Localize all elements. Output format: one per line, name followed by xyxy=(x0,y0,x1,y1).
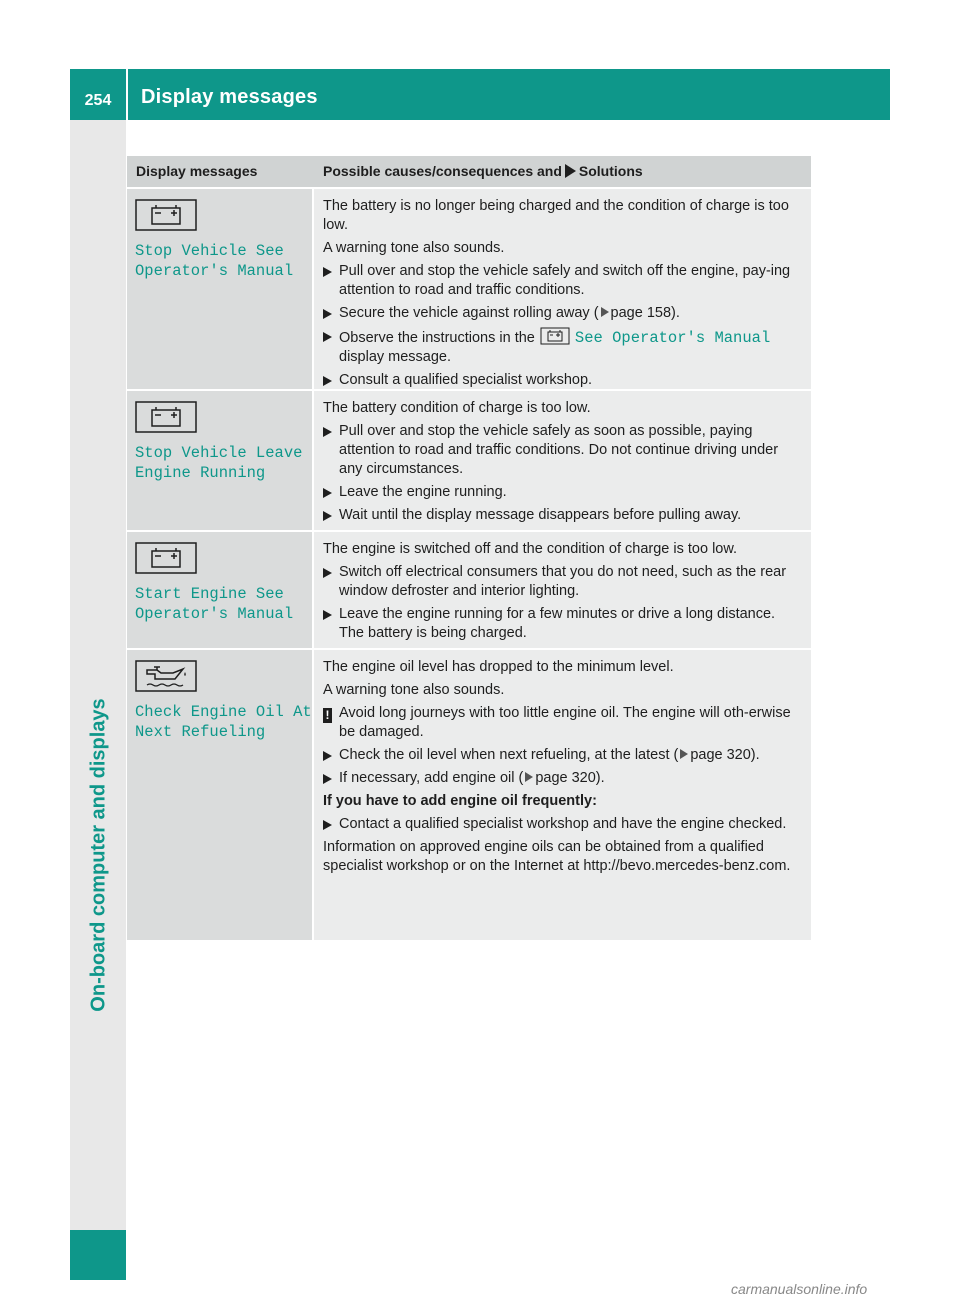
solution-cell xyxy=(314,650,811,940)
page-title: Display messages xyxy=(141,86,318,108)
arrow-bullet-icon xyxy=(323,746,339,765)
arrow-bullet-icon xyxy=(323,605,339,643)
arrow-bullet-icon xyxy=(323,769,339,788)
item-text-part: Observe the instructions in the xyxy=(339,330,535,346)
item-text: Pull over and stop the vehicle safely as soon as possible, paying attention to road and traffic conditions. Do not continue driving under any circumstances. xyxy=(339,423,779,477)
solution-cell xyxy=(314,189,811,389)
list-item xyxy=(323,746,803,765)
text: The battery is no longer being charged and the condition of charge is too low. xyxy=(323,198,789,233)
item-text-part: If necessary, add engine oil ( xyxy=(339,770,524,786)
text: Information on approved engine oils can be obtained from a qualified specialist workshop or on the Internet at http://bevo.mercedes-benz.com. xyxy=(323,839,791,874)
text: The engine is switched off and the condition of charge is too low. xyxy=(323,541,738,557)
list-item xyxy=(323,262,803,300)
arrow-bullet-icon xyxy=(323,262,339,300)
arrow-bullet-icon xyxy=(323,483,339,502)
item-text: Avoid long journeys with too little engine oil. The engine will oth-erwise be damaged. xyxy=(339,705,791,740)
table-row xyxy=(127,648,811,940)
list-item xyxy=(323,422,803,479)
display-cell xyxy=(127,189,314,389)
solution-cell xyxy=(314,532,811,648)
item-text: Switch off electrical consumers that you do not need, such as the rear window defroster and interior lighting. xyxy=(339,564,787,599)
page-ref-icon xyxy=(601,307,609,317)
battery-icon xyxy=(135,401,197,433)
table-row xyxy=(127,187,811,389)
subheading: If you have to add engine oil frequently: xyxy=(323,793,597,809)
arrow-bullet-icon xyxy=(323,815,339,834)
item-text: Leave the engine running. xyxy=(339,484,507,500)
arrow-bullet-icon xyxy=(323,327,339,367)
list-item xyxy=(323,815,803,834)
arrow-bullet-icon xyxy=(323,371,339,390)
arrow-icon xyxy=(565,164,576,178)
display-message-ref: See Operator's Manual xyxy=(574,329,771,347)
display-cell xyxy=(127,391,314,530)
display-message: Check Engine Oil At Next Refueling xyxy=(135,703,312,741)
list-item xyxy=(323,304,803,323)
text: The battery condition of charge is too low. xyxy=(323,400,591,416)
list-item xyxy=(323,704,803,742)
text: A warning tone also sounds. xyxy=(323,682,505,698)
solution-cell xyxy=(314,391,811,530)
display-message: Stop Vehicle Leave Engine Running xyxy=(135,444,303,482)
display-cell xyxy=(127,532,314,648)
page-ref-icon xyxy=(525,772,533,782)
page-ref-link[interactable]: page 158). xyxy=(610,305,680,321)
messages-table xyxy=(127,156,811,940)
arrow-bullet-icon xyxy=(323,506,339,525)
section-title: On-board computer and displays xyxy=(87,698,110,1012)
item-text xyxy=(339,746,760,765)
item-text-part: display message. xyxy=(339,349,452,365)
col-causes-solutions xyxy=(314,156,811,187)
item-text-part: Check the oil level when next refueling, at the latest ( xyxy=(339,747,679,763)
list-item xyxy=(323,563,803,601)
col-display-messages: Display messages xyxy=(136,163,258,179)
text: A warning tone also sounds. xyxy=(323,240,505,256)
list-item xyxy=(323,605,803,643)
page-number: 254 xyxy=(84,91,112,109)
watermark: carmanualsonline.info xyxy=(731,1281,868,1297)
display-message: Stop Vehicle See Operator's Manual xyxy=(135,242,294,280)
warning-icon: ! xyxy=(323,704,339,742)
item-text xyxy=(339,304,680,323)
table-row xyxy=(127,389,811,530)
text: The engine oil level has dropped to the minimum level. xyxy=(323,659,674,675)
header-divider xyxy=(126,69,128,120)
list-item xyxy=(323,769,803,788)
item-text xyxy=(339,327,770,367)
battery-icon xyxy=(135,542,197,574)
side-marker xyxy=(70,1230,126,1280)
arrow-bullet-icon xyxy=(323,563,339,601)
item-text: Wait until the display message disappears before pulling away. xyxy=(339,507,742,523)
item-text: Consult a qualified specialist workshop. xyxy=(339,372,593,388)
battery-icon xyxy=(540,327,570,345)
table-header xyxy=(127,156,811,187)
item-text-part: Secure the vehicle against rolling away ( xyxy=(339,305,599,321)
display-cell xyxy=(127,650,314,940)
battery-icon xyxy=(135,199,197,231)
page-ref-link[interactable]: page 320). xyxy=(690,747,760,763)
col-solutions-label: Solutions xyxy=(578,163,643,179)
arrow-bullet-icon xyxy=(323,422,339,479)
list-item xyxy=(323,327,803,367)
page-ref-icon xyxy=(680,749,688,759)
list-item xyxy=(323,371,803,390)
arrow-bullet-icon xyxy=(323,304,339,323)
item-text: Leave the engine running for a few minutes or drive a long distance. The battery is being charged. xyxy=(339,606,776,641)
item-text: Pull over and stop the vehicle safely and switch off the engine, pay-ing attention to road and traffic conditions. xyxy=(339,263,791,298)
list-item xyxy=(323,506,803,525)
oil-can-icon xyxy=(135,660,197,692)
table-row xyxy=(127,530,811,648)
list-item xyxy=(323,483,803,502)
item-text: Contact a qualified specialist workshop and have the engine checked. xyxy=(339,816,787,832)
display-message: Start Engine See Operator's Manual xyxy=(135,585,294,623)
col-causes-label: Possible causes/consequences and xyxy=(323,163,562,179)
page-ref-link[interactable]: page 320). xyxy=(535,770,605,786)
item-text xyxy=(339,769,605,788)
